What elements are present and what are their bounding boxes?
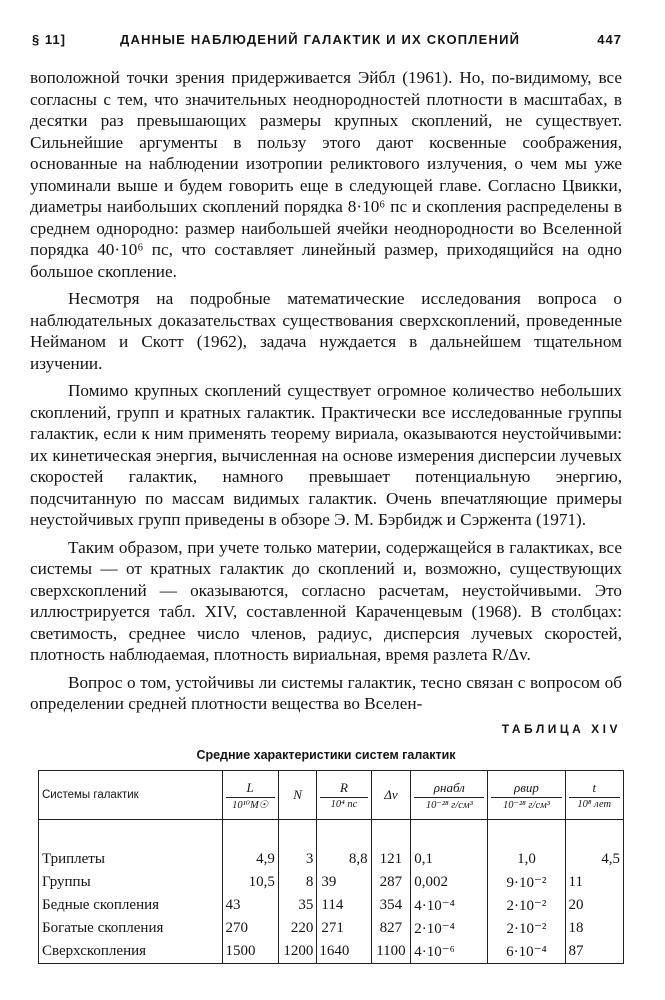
row-name: Богатые скопления (39, 917, 223, 940)
cell-density-virial: 9·10⁻² (488, 871, 565, 894)
header-luminosity-unit: 10¹⁰M☉ (226, 797, 275, 811)
table-row (39, 940, 624, 964)
header-density-observed (411, 771, 488, 820)
header-members-symbol: N (293, 786, 302, 802)
table-spacer-row (39, 820, 624, 848)
paragraph-3: Помимо крупных скоплений существует огромное количество небольших скоплений, групп и кратных галактик. Практически все исследованные группы галактик, если к ним применять теорему вириала, оказываются неустойчивыми: их кинетическая энергия, вычисленная на основе измерения дисперсии лучевых скоростей галактик, намного превышает потенциальную энергию, подсчитанную по массам видимых галактик. Очень впечатляющие примеры неустойчивых групп приведены в обзоре Э. М. Бэрбидж и Сэржента (1971). (30, 381, 622, 529)
cell-members: 35 (278, 894, 317, 917)
header-radius-unit: 10⁴ пс (320, 797, 367, 810)
cell-density-observed: 4·10⁻⁶ (411, 940, 488, 964)
header-systems: Системы галактик (39, 771, 223, 820)
cell-radius: 271 (317, 917, 371, 940)
header-time-symbol: t (592, 780, 597, 795)
cell-radius: 39 (317, 871, 371, 894)
row-name: Триплеты (39, 848, 223, 871)
header-velocity-symbol: Δv (384, 786, 398, 802)
table-label: ТАБЛИЦА XIV (501, 722, 621, 736)
row-name: Группы (39, 871, 223, 894)
paragraph-4: Таким образом, при учете только материи, содержащейся в галактиках, все системы — от кратных галактик до скоплений и, возможно, существующих сверхскоплений — оказываются, согласно расчетам, неустойчивыми. Это иллюстрируется табл. XIV, составленной Караченцевым (1968). В столбцах: светимость, среднее число членов, радиус, дисперсия лучевых скоростей, плотность наблюдаемая, плотность вириальная, время разлета R/Δv. (30, 537, 622, 664)
header-time (565, 771, 623, 820)
cell-velocity: 354 (371, 894, 411, 917)
paragraph-2: Несмотря на подробные математические исследования вопроса о наблюдательных доказательствах существования сверхскоплений, проведенные Нейманом и Скотт (1962), задача нуждается в дальнейшем тщательном изучении. (30, 289, 622, 373)
table-caption: Средние характеристики систем галактик (196, 748, 456, 762)
page-number: 447 (597, 32, 622, 47)
section-number: § 11] (32, 32, 66, 47)
header-members (278, 771, 317, 820)
cell-luminosity: 1500 (222, 940, 278, 964)
paragraph-5: Вопрос о том, устойчивы ли системы галактик, тесно связан с вопросом об определении средней плотности вещества во Вселен- (30, 672, 622, 713)
cell-luminosity: 10,5 (222, 871, 278, 894)
cell-density-virial: 2·10⁻² (488, 917, 565, 940)
cell-density-virial: 6·10⁻⁴ (488, 940, 565, 964)
cell-members: 3 (278, 848, 317, 871)
cell-velocity: 1100 (371, 940, 411, 964)
cell-time: 87 (565, 940, 623, 964)
table-row (39, 917, 624, 940)
header-velocity-dispersion (371, 771, 411, 820)
galaxy-systems-table (38, 770, 624, 964)
cell-luminosity: 43 (222, 894, 278, 917)
running-title: ДАННЫЕ НАБЛЮДЕНИЙ ГАЛАКТИК И ИХ СКОПЛЕНИЙ (120, 32, 521, 47)
cell-density-virial: 1,0 (488, 848, 565, 871)
cell-radius: 8,8 (317, 848, 371, 871)
paragraph-1: воположной точки зрения придерживается Эйбл (1961). Но, по-видимому, все согласны с тем, что значительных неоднородностей плотности в масштабах, в десятки раз превышающих размеры крупных скоплений, не существует. Сильнейшие аргументы в пользу этого дают косвенные соображения, основанные на наблюдении изотропии реликтового излучения, о чем мы уже упоминали выше и будем говорить еще в следующей главе. Согласно Цвикки, диаметры наибольших скоплений порядка 8·10⁶ пс и скопления распределены в среднем однородно: размер наибольшей ячейки неоднородности во Вселенной порядка 40·10⁶ пс, что составляет линейный размер, приходящийся на одно большое скопление. (30, 68, 622, 281)
cell-members: 1200 (278, 940, 317, 964)
header-density-virial (488, 771, 565, 820)
cell-velocity: 287 (371, 871, 411, 894)
cell-velocity: 827 (371, 917, 411, 940)
header-time-unit: 10⁸ лет (569, 797, 620, 810)
cell-density-observed: 2·10⁻⁴ (411, 917, 488, 940)
table-row (39, 848, 624, 871)
cell-density-virial: 2·10⁻² (488, 894, 565, 917)
row-name: Сверхскопления (39, 940, 223, 964)
cell-radius: 1640 (317, 940, 371, 964)
header-radius (317, 771, 371, 820)
running-header (30, 30, 622, 52)
header-luminosity-symbol: L (246, 779, 254, 795)
cell-luminosity: 4,9 (222, 848, 278, 871)
cell-members: 8 (278, 871, 317, 894)
cell-luminosity: 270 (222, 917, 278, 940)
cell-members: 220 (278, 917, 317, 940)
header-density-virial-unit: 10⁻²⁸ г/см³ (491, 797, 561, 811)
cell-density-observed: 4·10⁻⁴ (411, 894, 488, 917)
row-name: Бедные скопления (39, 894, 223, 917)
cell-radius: 114 (317, 894, 371, 917)
header-radius-symbol: R (340, 780, 348, 795)
header-density-virial-symbol: ρвир (514, 779, 539, 795)
table-row (39, 871, 624, 894)
body-text (30, 67, 622, 715)
header-density-observed-unit: 10⁻²⁸ г/см³ (414, 797, 484, 811)
cell-time: 11 (565, 871, 623, 894)
cell-time: 4,5 (565, 848, 623, 871)
table-header-row (39, 771, 624, 820)
cell-time: 20 (565, 894, 623, 917)
cell-density-observed: 0,002 (411, 871, 488, 894)
header-density-observed-symbol: ρнабл (433, 779, 465, 795)
header-luminosity (222, 771, 278, 820)
cell-velocity: 121 (371, 848, 411, 871)
cell-time: 18 (565, 917, 623, 940)
table-row (39, 894, 624, 917)
cell-density-observed: 0,1 (411, 848, 488, 871)
